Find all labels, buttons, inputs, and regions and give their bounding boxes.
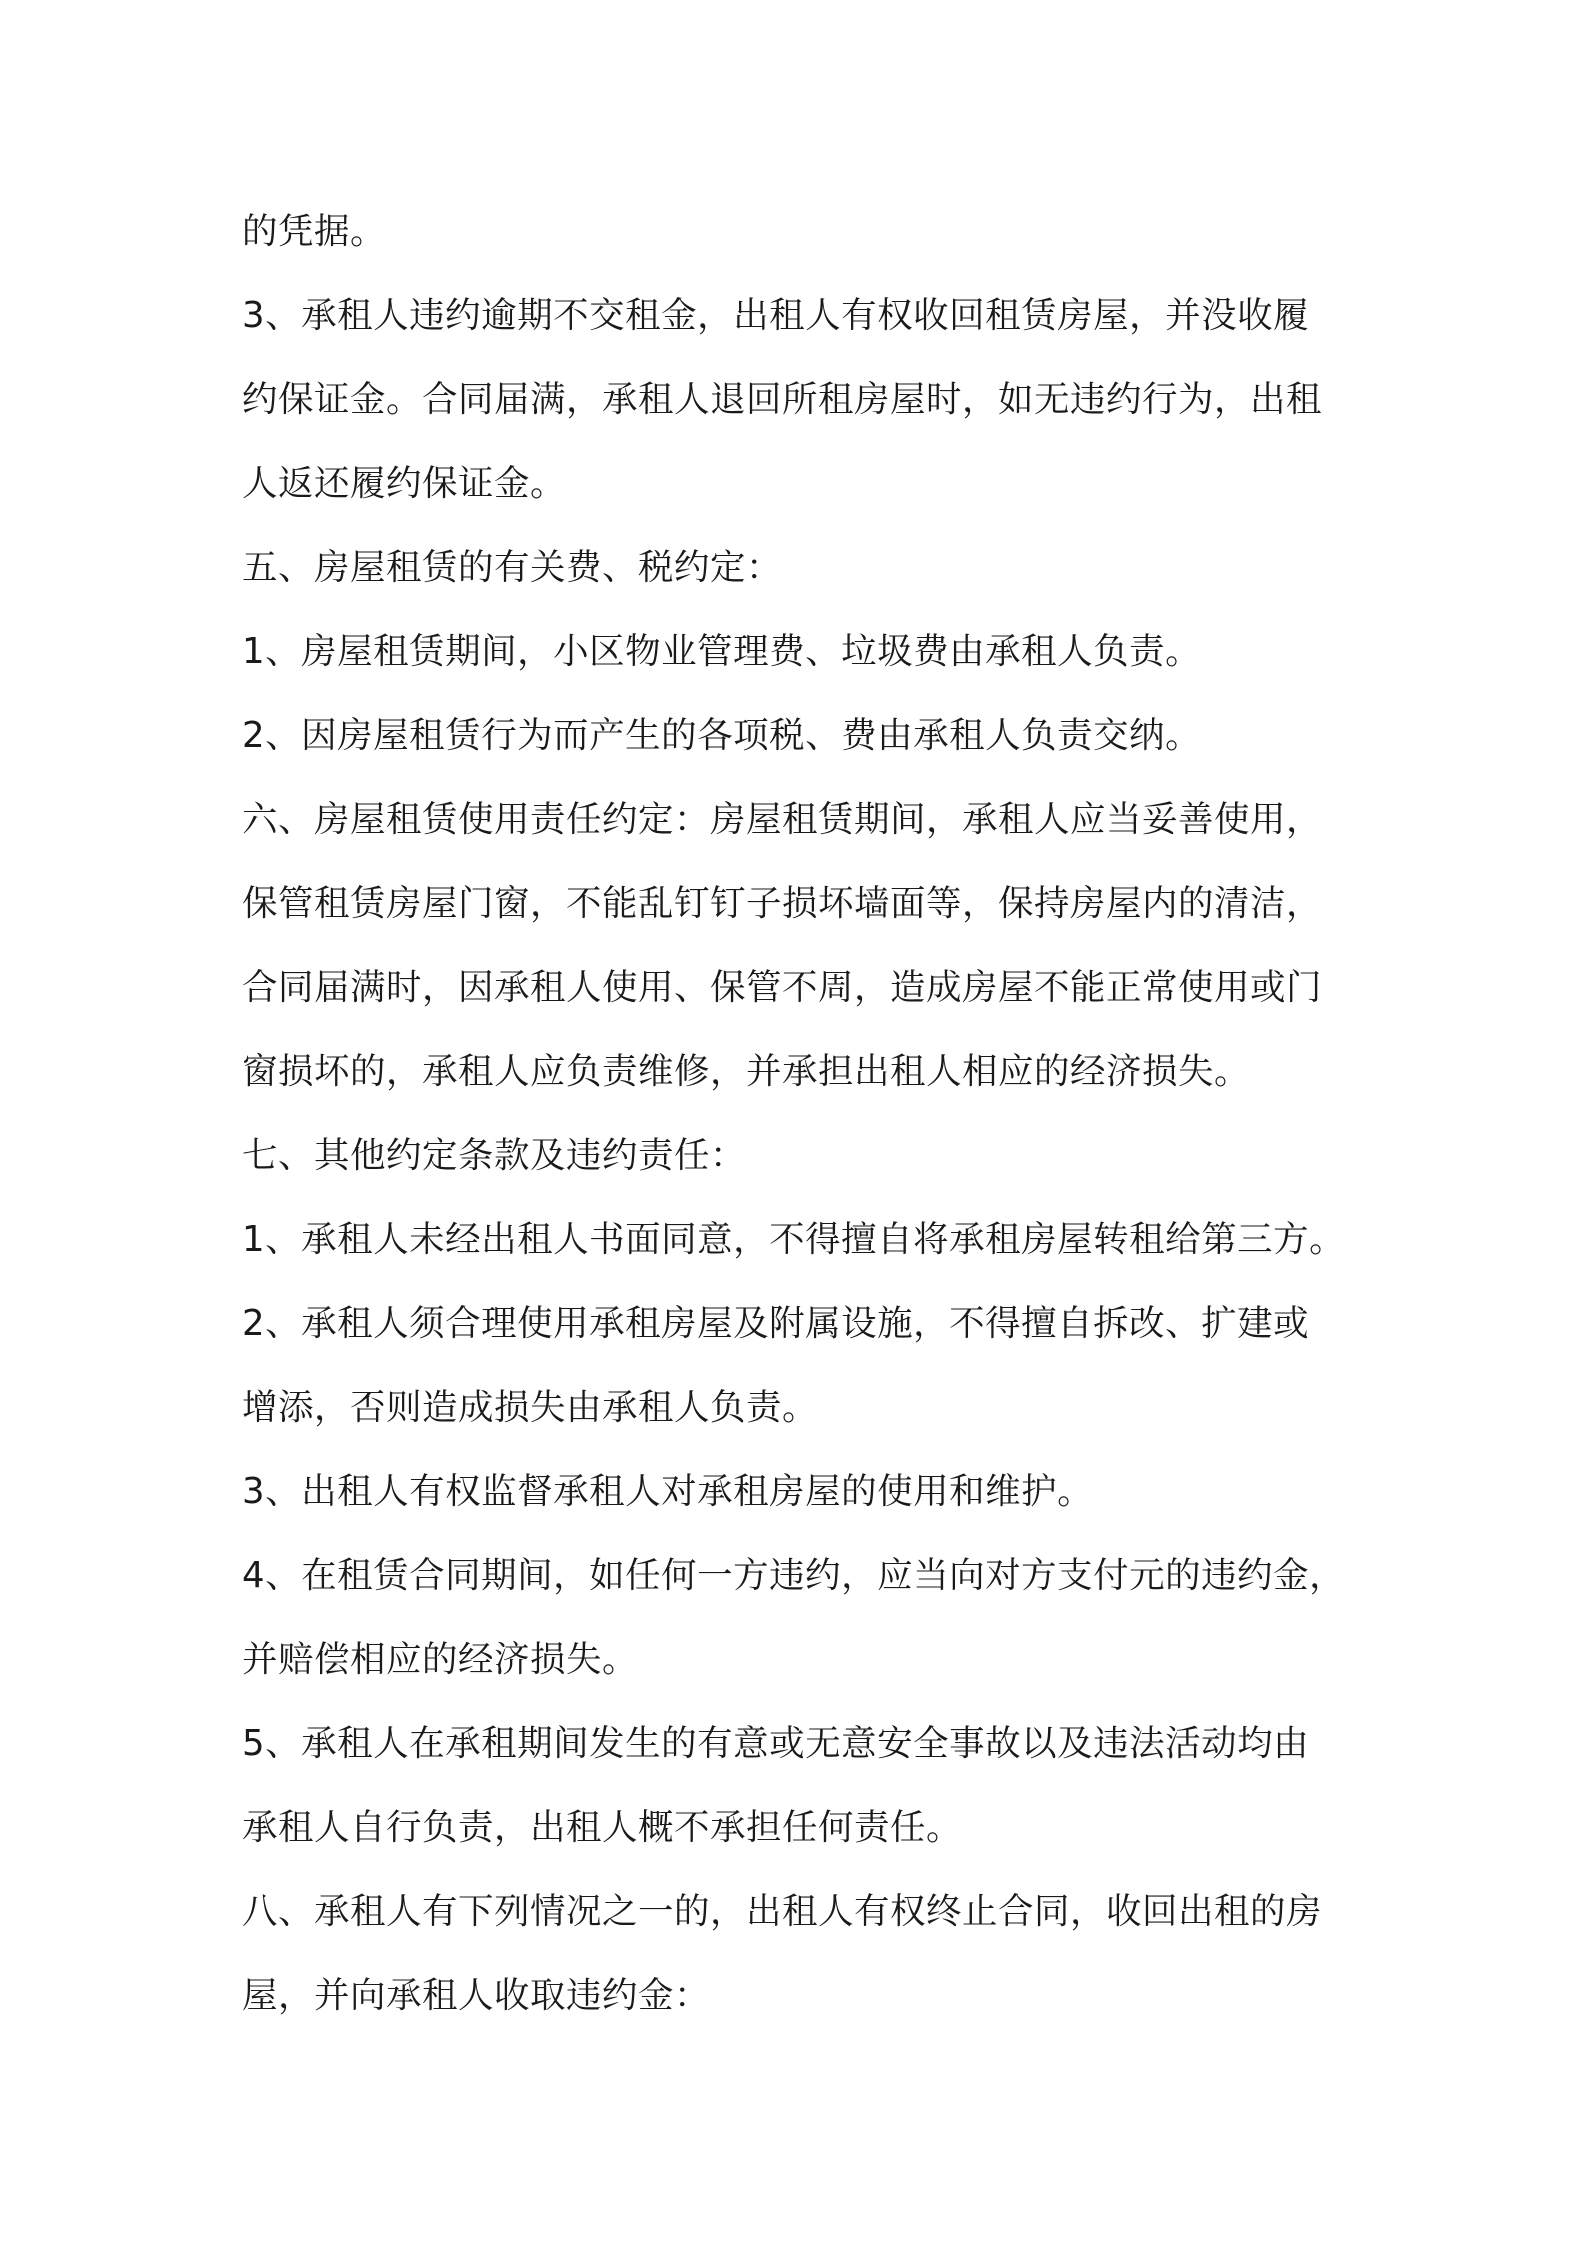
section-5-heading: 五、房屋租赁的有关费、税约定： xyxy=(242,547,783,588)
section-6-line-1: 六、房屋租赁使用责任约定：房屋租赁期间，承租人应当妥善使用， xyxy=(242,799,1323,840)
text-line-cont-credential: 的凭据。 xyxy=(242,211,387,252)
clause-7-2-line-1: 2、承租人须合理使用承租房屋及附属设施，不得擅自拆改、扩建或 xyxy=(242,1303,1310,1344)
clause-7-3: 3、出租人有权监督承租人对承租房屋的使用和维护。 xyxy=(242,1471,1094,1512)
clause-4-3-line-1: 3、承租人违约逾期不交租金，出租人有权收回租赁房屋，并没收履 xyxy=(242,295,1310,336)
clause-4-3-line-3: 人返还履约保证金。 xyxy=(242,463,567,504)
section-6-line-3: 合同届满时，因承租人使用、保管不周，造成房屋不能正常使用或门 xyxy=(242,967,1323,1008)
clause-5-2: 2、因房屋租赁行为而产生的各项税、费由承租人负责交纳。 xyxy=(242,715,1202,756)
clause-7-2-line-2: 增添，否则造成损失由承租人负责。 xyxy=(242,1387,819,1428)
clause-7-1: 1、承租人未经出租人书面同意，不得擅自将承租房屋转租给第三方。 xyxy=(242,1219,1346,1260)
section-6-line-4: 窗损坏的，承租人应负责维修，并承担出租人相应的经济损失。 xyxy=(242,1051,1251,1092)
clause-7-4-line-2: 并赔偿相应的经济损失。 xyxy=(242,1639,639,1680)
section-8-line-2: 屋，并向承租人收取违约金： xyxy=(242,1975,711,2016)
clause-7-5-line-1: 5、承租人在承租期间发生的有意或无意安全事故以及违法活动均由 xyxy=(242,1723,1310,1764)
clause-7-4-line-1: 4、在租赁合同期间，如任何一方违约，应当向对方支付元的违约金， xyxy=(242,1555,1346,1596)
section-7-heading: 七、其他约定条款及违约责任： xyxy=(242,1135,747,1176)
section-6-line-2: 保管租赁房屋门窗，不能乱钉钉子损坏墙面等，保持房屋内的清洁， xyxy=(242,883,1323,924)
clause-7-5-line-2: 承租人自行负责，出租人概不承担任何责任。 xyxy=(242,1807,963,1848)
clause-4-3-line-2: 约保证金。合同届满，承租人退回所租房屋时，如无违约行为，出租 xyxy=(242,379,1323,420)
clause-5-1: 1、房屋租赁期间，小区物业管理费、垃圾费由承租人负责。 xyxy=(242,631,1202,672)
section-8-line-1: 八、承租人有下列情况之一的，出租人有权终止合同，收回出租的房 xyxy=(242,1891,1323,1932)
document-body xyxy=(242,190,1372,2038)
